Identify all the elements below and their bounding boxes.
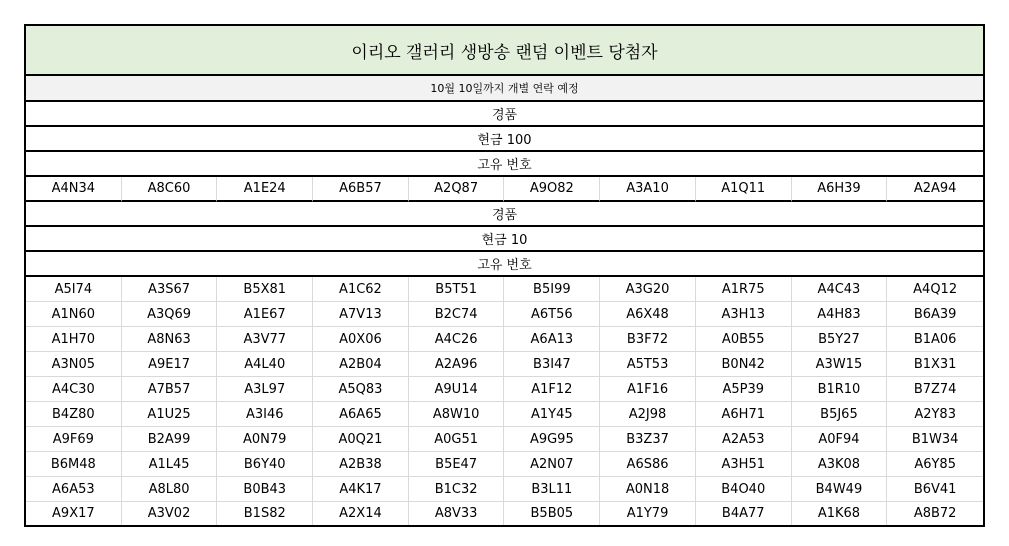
winner-code-cell: B6A39: [887, 302, 983, 327]
winner-code-cell: A1Y45: [504, 402, 600, 427]
winner-code-cell: A8B72: [913, 506, 957, 521]
winner-code-cell: B1A06: [887, 327, 983, 352]
prize-value-1: 현금 100: [26, 127, 983, 152]
winner-code-cell: B5Y27: [792, 327, 888, 352]
winner-code-cell: A1K68: [792, 502, 888, 525]
winner-code-cell: A0X06: [313, 327, 409, 352]
winner-code-cell: A1L45: [122, 452, 218, 477]
winner-code-cell: A8V33: [409, 502, 505, 525]
code-label-2: 고유 번호: [26, 252, 983, 277]
winner-code-cell: A3G20: [600, 277, 696, 302]
winner-code-cell: A1E24: [217, 177, 313, 202]
winner-codes-grid-1: [26, 177, 983, 202]
winner-code-cell: A1E67: [217, 302, 313, 327]
winner-code-cell: A2A96: [409, 352, 505, 377]
winner-code-cell: A0B55: [696, 327, 792, 352]
winner-code-cell: B5I99: [504, 277, 600, 302]
winner-code-cell: A6Y85: [887, 452, 983, 477]
winner-code-cell: B6V41: [887, 477, 983, 502]
winner-code-cell: A0F94: [792, 427, 888, 452]
winner-code-cell: A3I46: [217, 402, 313, 427]
winner-code-cell: B7Z74: [887, 377, 983, 402]
winner-code-cell: B3Z37: [600, 427, 696, 452]
winner-code-cell: A1F16: [600, 377, 696, 402]
winner-code-cell: A1F12: [504, 377, 600, 402]
winner-code-cell: A0G51: [409, 427, 505, 452]
winner-code-cell: A3V77: [217, 327, 313, 352]
winner-code-cell: A2Y83: [887, 402, 983, 427]
winner-code-cell: A6X48: [600, 302, 696, 327]
winner-code-cell: A7B57: [122, 377, 218, 402]
winner-code-cell: A8W10: [409, 402, 505, 427]
winner-code-cell: A6A65: [313, 402, 409, 427]
winner-code-cell: B5E47: [409, 452, 505, 477]
winner-code-cell: B5J65: [792, 402, 888, 427]
winner-code-cell: A5T53: [600, 352, 696, 377]
winner-code-cell: A1Y79: [600, 502, 696, 525]
winner-code-cell: A8C60: [122, 177, 218, 202]
winner-code-cell: A3K08: [792, 452, 888, 477]
winner-codes-grid-2: [26, 277, 983, 525]
winner-code-cell: B4O40: [696, 477, 792, 502]
winner-code-cell: A9U14: [409, 377, 505, 402]
winner-code-cell: A3Q69: [122, 302, 218, 327]
contact-notice: 10월 10일까지 개별 연락 예정: [26, 76, 983, 102]
winner-code-cell: A2Q87: [409, 177, 505, 202]
winner-code-cell: B5T51: [409, 277, 505, 302]
winner-code-cell: B5X81: [217, 277, 313, 302]
winner-code-cell: B1S82: [217, 502, 313, 525]
winner-code-cell: B3I47: [504, 352, 600, 377]
winner-code-cell: B3F72: [600, 327, 696, 352]
winner-code-cell: B0B43: [217, 477, 313, 502]
winner-code-cell: A6A53: [26, 477, 122, 502]
winner-code-cell: B0N42: [696, 352, 792, 377]
winner-code-cell: B2A99: [122, 427, 218, 452]
winner-code-cell: B5B05: [504, 502, 600, 525]
winner-code-cell: A3V02: [122, 502, 218, 525]
winner-code-cell: A1U25: [122, 402, 218, 427]
winner-code-cell: A3W15: [792, 352, 888, 377]
winner-code-cell: A3L97: [217, 377, 313, 402]
winner-code-cell: A4L40: [217, 352, 313, 377]
winner-code-cell: A4N34: [26, 177, 122, 202]
winner-code-cell: A9E17: [122, 352, 218, 377]
winner-code-cell: A9F69: [26, 427, 122, 452]
winner-code-cell: A5P39: [696, 377, 792, 402]
winner-code-cell: B4W49: [792, 477, 888, 502]
code-label-1: 고유 번호: [26, 152, 983, 177]
winner-code-cell: B1X31: [887, 352, 983, 377]
winner-code-cell: A4K17: [313, 477, 409, 502]
winner-code-cell: B2C74: [409, 302, 505, 327]
winner-code-cell: A2A94: [887, 177, 983, 202]
winner-code-cell: A9G95: [504, 427, 600, 452]
winner-code-cell: A3H51: [696, 452, 792, 477]
winner-code-cell: A5Q83: [313, 377, 409, 402]
winner-code-cell: A0N18: [600, 477, 696, 502]
winner-code-cell: A6A13: [504, 327, 600, 352]
winner-code-cell: A7V13: [313, 302, 409, 327]
winner-code-cell: A9O82: [504, 177, 600, 202]
prize-label-2: 경품: [26, 202, 983, 227]
winner-code-cell: A8L80: [122, 477, 218, 502]
winner-code-cell: A6B57: [313, 177, 409, 202]
prize-label-1: 경품: [26, 102, 983, 127]
winner-code-cell: A3A10: [600, 177, 696, 202]
winner-code-cell: A4C26: [409, 327, 505, 352]
winner-code-cell: A3N05: [26, 352, 122, 377]
winner-code-cell: A2B04: [313, 352, 409, 377]
winner-code-cell: A2B38: [313, 452, 409, 477]
prize-value-2: 현금 10: [26, 227, 983, 252]
winner-code-cell: B4Z80: [26, 402, 122, 427]
winner-code-cell: B1C32: [409, 477, 505, 502]
winner-code-cell: A4Q12: [887, 277, 983, 302]
winner-code-cell: B3L11: [504, 477, 600, 502]
winner-code-cell: A2X14: [313, 502, 409, 525]
winner-code-cell: B4A77: [696, 502, 792, 525]
winner-code-cell: A5I74: [26, 277, 122, 302]
winner-code-cell: A6T56: [504, 302, 600, 327]
winner-code-cell: A4C43: [792, 277, 888, 302]
winner-code-cell: A1R75: [696, 277, 792, 302]
winner-code-cell: A1Q11: [696, 177, 792, 202]
winner-code-cell: A6S86: [600, 452, 696, 477]
winner-code-cell: A4H83: [792, 302, 888, 327]
winner-code-cell: B1W34: [887, 427, 983, 452]
winners-sheet: [24, 24, 985, 527]
winner-code-cell: A1C62: [313, 277, 409, 302]
winner-code-cell: A4C30: [26, 377, 122, 402]
sheet-title: 이리오 갤러리 생방송 랜덤 이벤트 당첨자: [26, 26, 983, 76]
winner-code-cell: A1H70: [26, 327, 122, 352]
winner-code-cell: A3H13: [696, 302, 792, 327]
winner-code-cell: A6H39: [792, 177, 888, 202]
winner-code-cell: A3S67: [122, 277, 218, 302]
winner-code-cell: A1N60: [26, 302, 122, 327]
winner-code-cell: A9X17: [26, 502, 122, 525]
winner-code-cell: A0N79: [217, 427, 313, 452]
winner-code-cell: A2J98: [600, 402, 696, 427]
winner-code-cell: B1R10: [792, 377, 888, 402]
winner-code-cell: B6M48: [26, 452, 122, 477]
winner-code-cell: A2N07: [504, 452, 600, 477]
winner-code-cell: B6Y40: [217, 452, 313, 477]
winner-code-cell: A0Q21: [313, 427, 409, 452]
winner-code-cell: A6H71: [696, 402, 792, 427]
winner-code-cell: A2A53: [696, 427, 792, 452]
winner-code-cell: A8N63: [122, 327, 218, 352]
